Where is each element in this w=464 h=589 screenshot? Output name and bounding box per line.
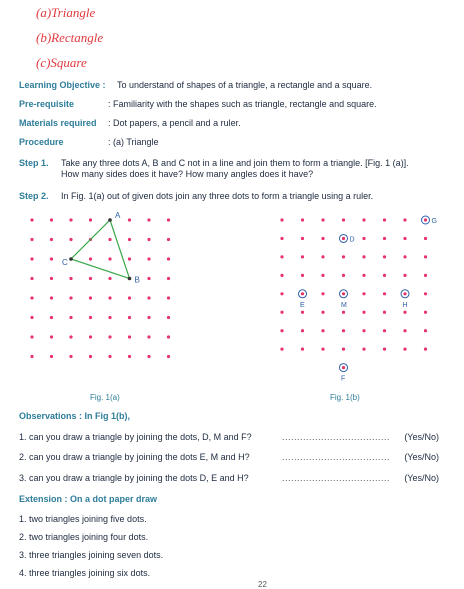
shape-title-triangle: (a)Triangle: [36, 5, 96, 20]
grid-dot: [342, 218, 345, 221]
observation-answer-hint: (Yes/No): [404, 473, 439, 483]
grid-dot: [89, 316, 92, 319]
grid-dot: [167, 238, 170, 241]
learning-objective-value: To understand of shapes of a triangle, a rectangle and a square.: [117, 80, 373, 90]
grid-dot: [167, 355, 170, 358]
materials-label: Materials required: [19, 118, 97, 128]
grid-dot: [128, 257, 131, 260]
answer-blank: ....................................: [282, 432, 391, 442]
grid-dot: [30, 316, 33, 319]
grid-dot: [321, 348, 324, 351]
grid-dot: [362, 292, 365, 295]
grid-dot: [108, 316, 111, 319]
marked-dot: [342, 292, 345, 295]
grid-dot: [167, 335, 170, 338]
observation-answer-hint: (Yes/No): [404, 452, 439, 462]
marked-dot: [342, 237, 345, 240]
grid-dot: [108, 277, 111, 280]
grid-dot: [280, 274, 283, 277]
grid-dot: [383, 292, 386, 295]
point-label-d: D: [349, 236, 355, 244]
grid-dot: [280, 218, 283, 221]
point-label-h: H: [402, 301, 408, 309]
extension-item: 1. two triangles joining five dots.: [19, 514, 147, 524]
observation-question: 2. can you draw a triangle by joining the dots E, M and H?: [19, 452, 250, 462]
grid-dot: [280, 237, 283, 240]
marked-dot: [342, 366, 345, 369]
grid-dot: [321, 237, 324, 240]
grid-dot: [321, 329, 324, 332]
grid-dot: [69, 316, 72, 319]
point-label-f: F: [341, 375, 346, 383]
observation-row: [19, 432, 449, 444]
grid-dot: [147, 316, 150, 319]
grid-dot: [383, 348, 386, 351]
grid-dot: [89, 335, 92, 338]
grid-dot: [321, 311, 324, 314]
grid-dot: [403, 329, 406, 332]
dot-grid-fig-1b: [270, 208, 450, 404]
triangle-vertex: [128, 277, 132, 281]
grid-dot: [128, 296, 131, 299]
grid-dot: [342, 348, 345, 351]
grid-dot: [424, 274, 427, 277]
grid-dot: [280, 292, 283, 295]
grid-dot: [50, 355, 53, 358]
extension-item: 3. three triangles joining seven dots.: [19, 550, 164, 560]
grid-dot: [362, 237, 365, 240]
extension-item: 4. three triangles joining six dots.: [19, 568, 151, 578]
grid-dot: [362, 348, 365, 351]
extension-item: 2. two triangles joining four dots.: [19, 532, 149, 542]
grid-dot: [383, 274, 386, 277]
grid-dot: [403, 237, 406, 240]
step1-line1: Take any three dots A, B and C not in a line and join them to form a triangle. [Fig. 1 (a)].: [61, 158, 409, 168]
grid-dot: [383, 329, 386, 332]
learning-objective-label: Learning Objective :: [19, 80, 106, 90]
grid-dot: [69, 296, 72, 299]
grid-dot: [301, 311, 304, 314]
grid-dot: [50, 316, 53, 319]
grid-dot: [108, 238, 111, 241]
grid-dot: [30, 277, 33, 280]
grid-dot: [321, 292, 324, 295]
grid-dot: [424, 292, 427, 295]
prerequisite-label: Pre-requisite: [19, 99, 75, 109]
grid-dot: [69, 335, 72, 338]
grid-dot: [280, 255, 283, 258]
grid-dot: [147, 296, 150, 299]
answer-blank: ....................................: [282, 473, 391, 483]
point-label-c: C: [62, 258, 68, 267]
grid-dot: [147, 238, 150, 241]
observations-heading: Observations : In Fig 1(b),: [19, 411, 131, 421]
grid-dot: [30, 335, 33, 338]
triangle-vertex: [69, 257, 73, 261]
grid-dot: [362, 255, 365, 258]
grid-dot: [424, 311, 427, 314]
grid-dot: [383, 255, 386, 258]
procedure-label: Procedure: [19, 137, 64, 147]
grid-dot: [342, 274, 345, 277]
marked-dot: [424, 218, 427, 221]
grid-dot: [50, 335, 53, 338]
step1-label: Step 1.: [19, 158, 49, 168]
grid-dot: [50, 277, 53, 280]
observation-question: 1. can you draw a triangle by joining the dots, D, M and F?: [19, 432, 252, 442]
materials-value: : Dot papers, a pencil and a ruler.: [108, 118, 241, 128]
grid-dot: [50, 296, 53, 299]
grid-dot: [301, 274, 304, 277]
grid-dot: [301, 255, 304, 258]
prerequisite-value: : Familiarity with the shapes such as triangle, rectangle and square.: [108, 99, 377, 109]
grid-dot: [30, 355, 33, 358]
triangle-vertex: [108, 218, 112, 222]
grid-dot: [342, 311, 345, 314]
grid-dot: [321, 255, 324, 258]
shape-title-rectangle: (b)Rectangle: [36, 30, 104, 45]
observation-row: [19, 473, 449, 485]
grid-dot: [403, 218, 406, 221]
grid-dot: [301, 218, 304, 221]
fig-1b-caption: Fig. 1(b): [330, 393, 360, 402]
grid-dot: [147, 277, 150, 280]
grid-dot: [50, 238, 53, 241]
answer-blank: ....................................: [282, 452, 391, 462]
observation-row: [19, 452, 449, 464]
grid-dot: [424, 329, 427, 332]
grid-dot: [69, 355, 72, 358]
grid-dot: [128, 218, 131, 221]
grid-dot: [403, 255, 406, 258]
extension-heading: Extension : On a dot paper draw: [19, 494, 158, 504]
marked-dot: [403, 292, 406, 295]
grid-dot: [147, 335, 150, 338]
grid-dot: [167, 316, 170, 319]
grid-dot: [69, 238, 72, 241]
grid-dot: [69, 277, 72, 280]
grid-dot: [147, 257, 150, 260]
observation-answer-hint: (Yes/No): [404, 432, 439, 442]
grid-dot: [403, 274, 406, 277]
grid-dot: [301, 348, 304, 351]
grid-dot: [321, 218, 324, 221]
grid-dot: [383, 218, 386, 221]
grid-dot: [342, 255, 345, 258]
grid-dot: [167, 277, 170, 280]
grid-dot: [89, 257, 92, 260]
step2-label: Step 2.: [19, 191, 49, 201]
shape-title-square: (c)Square: [36, 55, 87, 70]
grid-dot: [167, 218, 170, 221]
grid-dot: [424, 237, 427, 240]
grid-dot: [108, 257, 111, 260]
grid-dot: [321, 274, 324, 277]
grid-dot: [383, 237, 386, 240]
fig-1a-caption: Fig. 1(a): [90, 393, 120, 402]
grid-dot: [30, 218, 33, 221]
grid-dot: [89, 218, 92, 221]
grid-dot: [362, 329, 365, 332]
grid-dot: [301, 237, 304, 240]
dot-grid-fig-1a: [20, 208, 220, 404]
grid-dot: [167, 257, 170, 260]
grid-dot: [128, 316, 131, 319]
point-label-b: B: [134, 275, 140, 285]
grid-dot: [301, 329, 304, 332]
grid-dot: [108, 335, 111, 338]
grid-dot: [89, 296, 92, 299]
grid-dot: [89, 355, 92, 358]
page-number: 22: [258, 580, 267, 589]
triangle-abc: [71, 220, 130, 279]
grid-dot: [362, 311, 365, 314]
grid-dot: [383, 311, 386, 314]
grid-dot: [167, 296, 170, 299]
grid-dot: [147, 218, 150, 221]
grid-dot: [403, 311, 406, 314]
marked-dot: [301, 292, 304, 295]
grid-dot: [147, 355, 150, 358]
grid-dot: [30, 296, 33, 299]
point-label-e: E: [300, 301, 305, 309]
grid-dot: [30, 257, 33, 260]
grid-dot: [50, 218, 53, 221]
point-label-m: M: [341, 301, 347, 309]
grid-dot: [342, 329, 345, 332]
grid-dot: [108, 355, 111, 358]
grid-dot: [403, 348, 406, 351]
grid-dot: [424, 255, 427, 258]
grid-dot: [424, 348, 427, 351]
procedure-value: : (a) Triangle: [108, 137, 159, 147]
grid-dot: [89, 277, 92, 280]
step2-text: In Fig. 1(a) out of given dots join any three dots to form a triangle using a ruler.: [61, 191, 374, 201]
grid-dot: [280, 348, 283, 351]
grid-dot: [128, 355, 131, 358]
grid-dot: [108, 296, 111, 299]
grid-dot: [362, 274, 365, 277]
grid-dot: [69, 218, 72, 221]
point-label-a: A: [115, 211, 121, 220]
grid-dot: [50, 257, 53, 260]
grid-dot: [280, 329, 283, 332]
step1-line2: How many sides does it have? How many angles does it have?: [61, 169, 314, 179]
grid-dot: [30, 238, 33, 241]
grid-dot: [128, 238, 131, 241]
grid-dot: [128, 335, 131, 338]
grid-dot: [362, 218, 365, 221]
grid-dot: [280, 311, 283, 314]
observation-question: 3. can you draw a triangle by joining the dots D, E and H?: [19, 473, 249, 483]
point-label-g: G: [431, 218, 437, 225]
